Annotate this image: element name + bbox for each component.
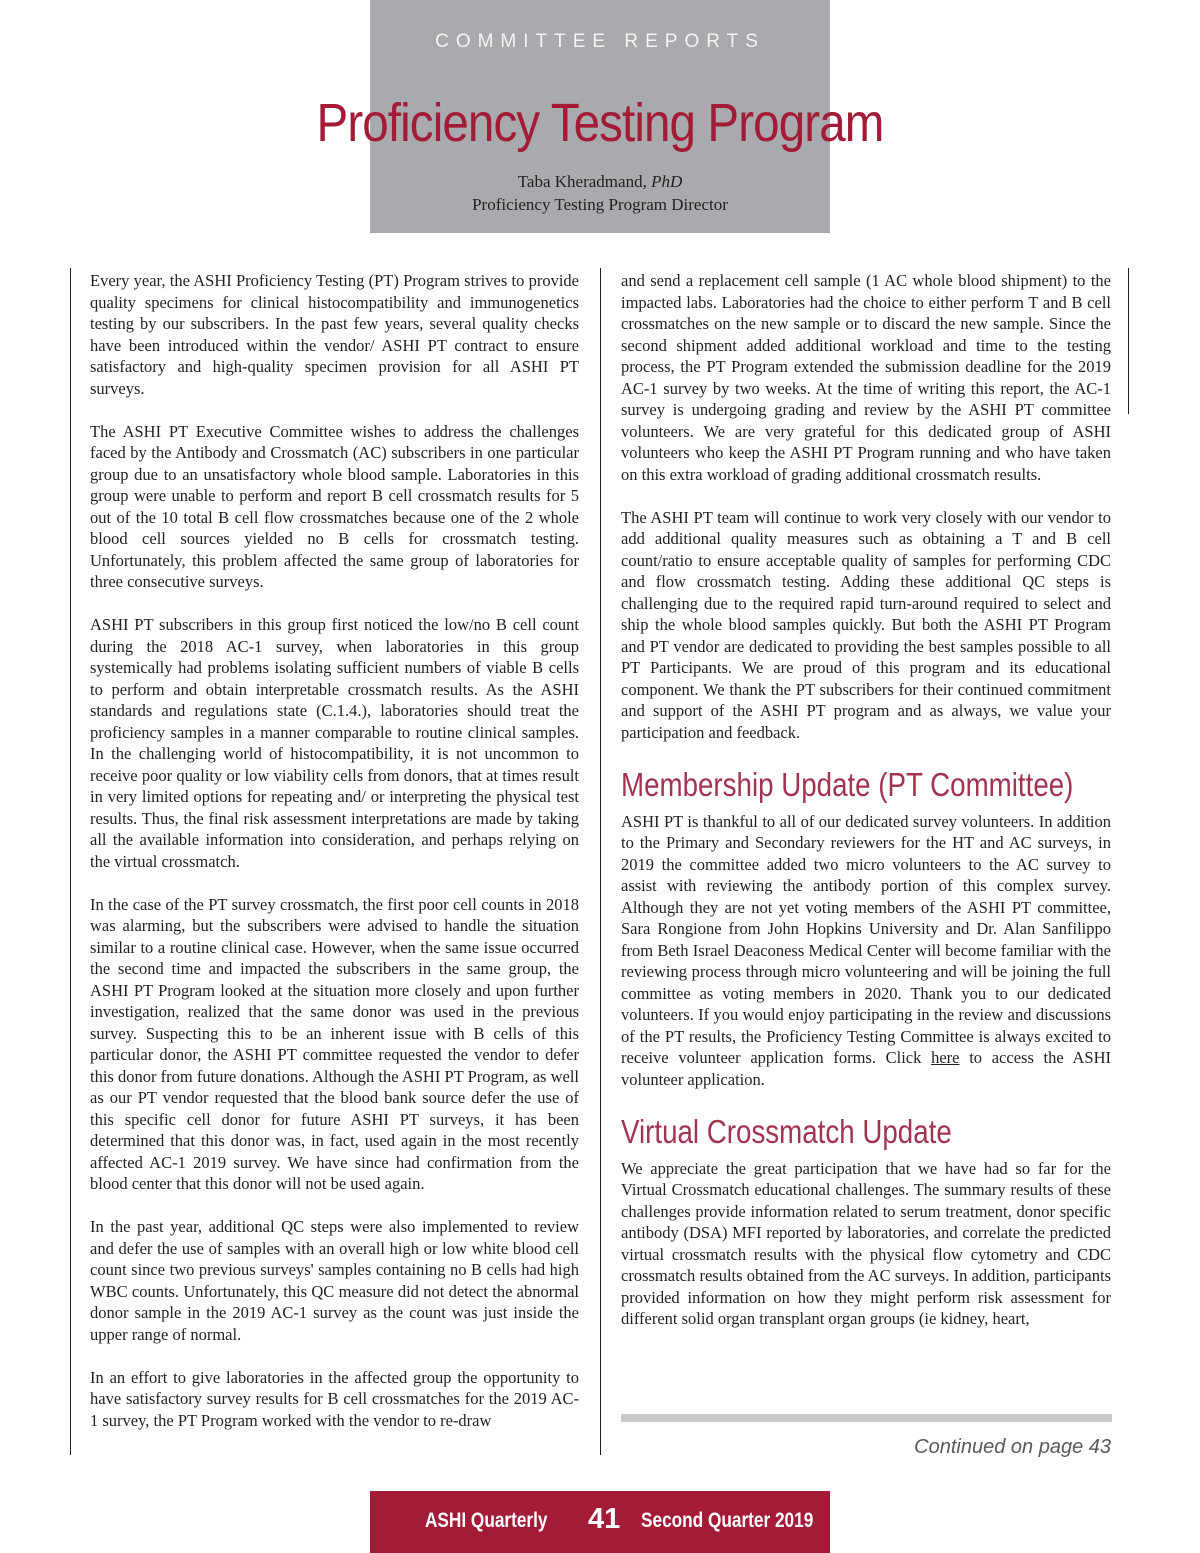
body-paragraph: In the case of the PT survey crossmatch, the first poor cell counts in 2018 was alarming, but the subscribers were advised to handle the situation similar to a routine clinical case. However, when the same issue occurred the second time and impacted the subscribers in the same group, the ASHI PT Program looked at the situation more closely and upon further investigation, realized that the same donor was used in the previous survey. Suspecting this to be an inherent issue with B cells of this particular donor, the ASHI PT committee requested the vendor to defer this donor from future donations. Although the ASHI PT Program, as well as our PT vendor requested that the blood bank source defer the use of this specific cell donor for future ASHI PT surveys, it has been determined that this donor was, in fact, used again in the most recently affected AC-1 2019 survey. We have since had confirmation from the blood center that this donor will not be used again. bbox=[90, 894, 579, 1193]
volunteer-application-link[interactable]: here bbox=[931, 1048, 960, 1067]
body-paragraph: and send a replacement cell sample (1 AC whole blood shipment) to the impacted labs. Laboratories had the choice to either perform T and B cell crossmatches on the new sample or to discard the new sample. Since the second shipment added additional workload and time to the testing process, the PT Program extended the submission deadline for the 2019 AC-1 survey by two weeks. At the time of writing this report, the AC-1 survey is undergoing grading and review by the ASHI PT committee volunteers. We are very grateful for this dedicated group of ASHI volunteers who keep the ASHI PT Program running and who have taken on this extra workload of grading additional crossmatch results. bbox=[621, 271, 1111, 484]
author-line bbox=[370, 170, 830, 193]
footer-publication: ASHI Quarterly bbox=[425, 1509, 548, 1532]
left-column bbox=[90, 270, 579, 1453]
section-label: COMMITTEE REPORTS bbox=[435, 31, 765, 52]
page-title: Proficiency Testing Program bbox=[316, 93, 884, 153]
virtual-crossmatch-heading: Virtual Crossmatch Update bbox=[621, 1112, 952, 1150]
body-paragraph: In the past year, additional QC steps were also implemented to review and defer the use of samples with an overall high or low white blood cell count since two previous surveys' samples containing no B cells had high WBC counts. Unfortunately, this QC measure did not detect the abnormal donor sample in the 2019 AC-1 survey as the count was just inside the upper range of normal. bbox=[90, 1217, 579, 1344]
author-name: Taba Kheradmand, bbox=[517, 172, 647, 191]
footer-bar bbox=[370, 1491, 830, 1553]
author-block bbox=[370, 170, 830, 216]
membership-text: ASHI PT is thankful to all of our dedicated survey volunteers. In addition to the Primary and Secondary reviewers for the HT and AC surveys, in 2019 the committee added two micro volunteers to the AC survey to assist with reviewing the antibody portion of this complex survey. Although they are not yet voting members of the ASHI PT committee, Sara Rongione from John Hopkins University and Dr. Alan Sanfilippo from Beth Israel Deaconess Medical Center will become familiar with the reviewing process through micro volunteering and will be joining the full committee as voting members in 2020. Thank you to our dedicated volunteers. If you would enjoy participating in the review and discussions of the PT results, the Proficiency Testing Committee is always excited to receive volunteer application forms. Click bbox=[621, 811, 1111, 1067]
membership-heading: Membership Update (PT Committee) bbox=[621, 765, 1074, 803]
virtual-crossmatch-paragraph: We appreciate the great participation that we have had so far for the Virtual Crossmatch educational challenges. The summary results of these challenges provide information related to serum treatment, donor specific antibody (DSA) MFI reported by laboratories, and correlate the predicted virtual crossmatch results with the physical flow cytometry and CDC crossmatch results obtained from the AC surveys. In addition, participants provided information on how they might perform risk assessment for different solid organ transplant organ groups (ie kidney, heart, bbox=[621, 1158, 1111, 1328]
left-column-rule bbox=[70, 268, 71, 1455]
membership-tail: to access the ASHI volunteer application. bbox=[621, 1048, 1112, 1089]
body-paragraph: The ASHI PT Executive Committee wishes to address the challenges faced by the Antibody and Crossmatch (AC) subscribers in one particular group due to an unsatisfactory whole blood sample. Laboratories in this group were unable to perform and report B cell crossmatch results for 5 out of the 10 total B cell flow crossmatches because one of the 2 whole blood cell sources yielded no B cells for crossmatch testing. Unfortunately, this problem affected the same group of laboratories for three consecutive surveys. bbox=[90, 421, 579, 591]
footer-issue: Second Quarter 2019 bbox=[641, 1509, 814, 1532]
continue-bar bbox=[621, 1414, 1112, 1422]
continued-note: Continued on page 43 bbox=[914, 1436, 1111, 1458]
body-paragraph: Every year, the ASHI Proficiency Testing (PT) Program strives to provide quality specimens for clinical histocompatibility and immunogenetics testing by our subscribers. In the past few years, several quality checks have been introduced within the vendor/ ASHI PT contract to ensure satisfactory and high-quality specimen provision for all ASHI PT surveys. bbox=[90, 271, 579, 398]
author-role: Proficiency Testing Program Director bbox=[472, 195, 728, 214]
body-paragraph: ASHI PT subscribers in this group first noticed the low/no B cell count during the 2018 AC-1 survey, when laboratories in this group systemically had problems isolating sufficient numbers of viable B cells to perform and obtain interpretable crossmatch results. As the ASHI standards and regulations state (C.1.4.), laboratories should treat the proficiency samples in a manner comparable to routine clinical samples. In the challenging world of histocompatibility, it is not uncommon to receive poor quality or low viability cells from donors, that at times result in very limited options for repeating and/ or interpreting the physical test results. Thus, the final risk assessment interpretations are made by taking all the available information into consideration, and perhaps relying on the virtual crossmatch. bbox=[90, 615, 579, 871]
author-credential: PhD bbox=[651, 172, 683, 191]
right-column bbox=[621, 270, 1111, 1351]
membership-paragraph bbox=[621, 811, 1111, 1091]
footer-page-number: 41 bbox=[588, 1503, 621, 1535]
right-column-rule bbox=[1128, 268, 1129, 414]
center-column-rule bbox=[600, 268, 601, 1455]
body-paragraph: The ASHI PT team will continue to work very closely with our vendor to add additional quality measures such as obtaining a T and B cell count/ratio to ensure acceptable quality of samples for performing CDC and flow crossmatch testing. Adding these additional QC steps is challenging due to the required rapid turn-around required to select and ship the whole blood samples quickly. But both the ASHI PT Program and PT vendor are dedicated to providing the best samples possible to all PT Participants. We are proud of this program and its educational component. We thank the PT subscribers for their continued commitment and support of the ASHI PT program and as always, we value your participation and feedback. bbox=[621, 507, 1111, 742]
body-paragraph: In an effort to give laboratories in the affected group the opportunity to have satisfactory survey results for B cell crossmatches for the 2019 AC-1 survey, the PT Program worked with the vendor to re-draw bbox=[90, 1367, 579, 1430]
